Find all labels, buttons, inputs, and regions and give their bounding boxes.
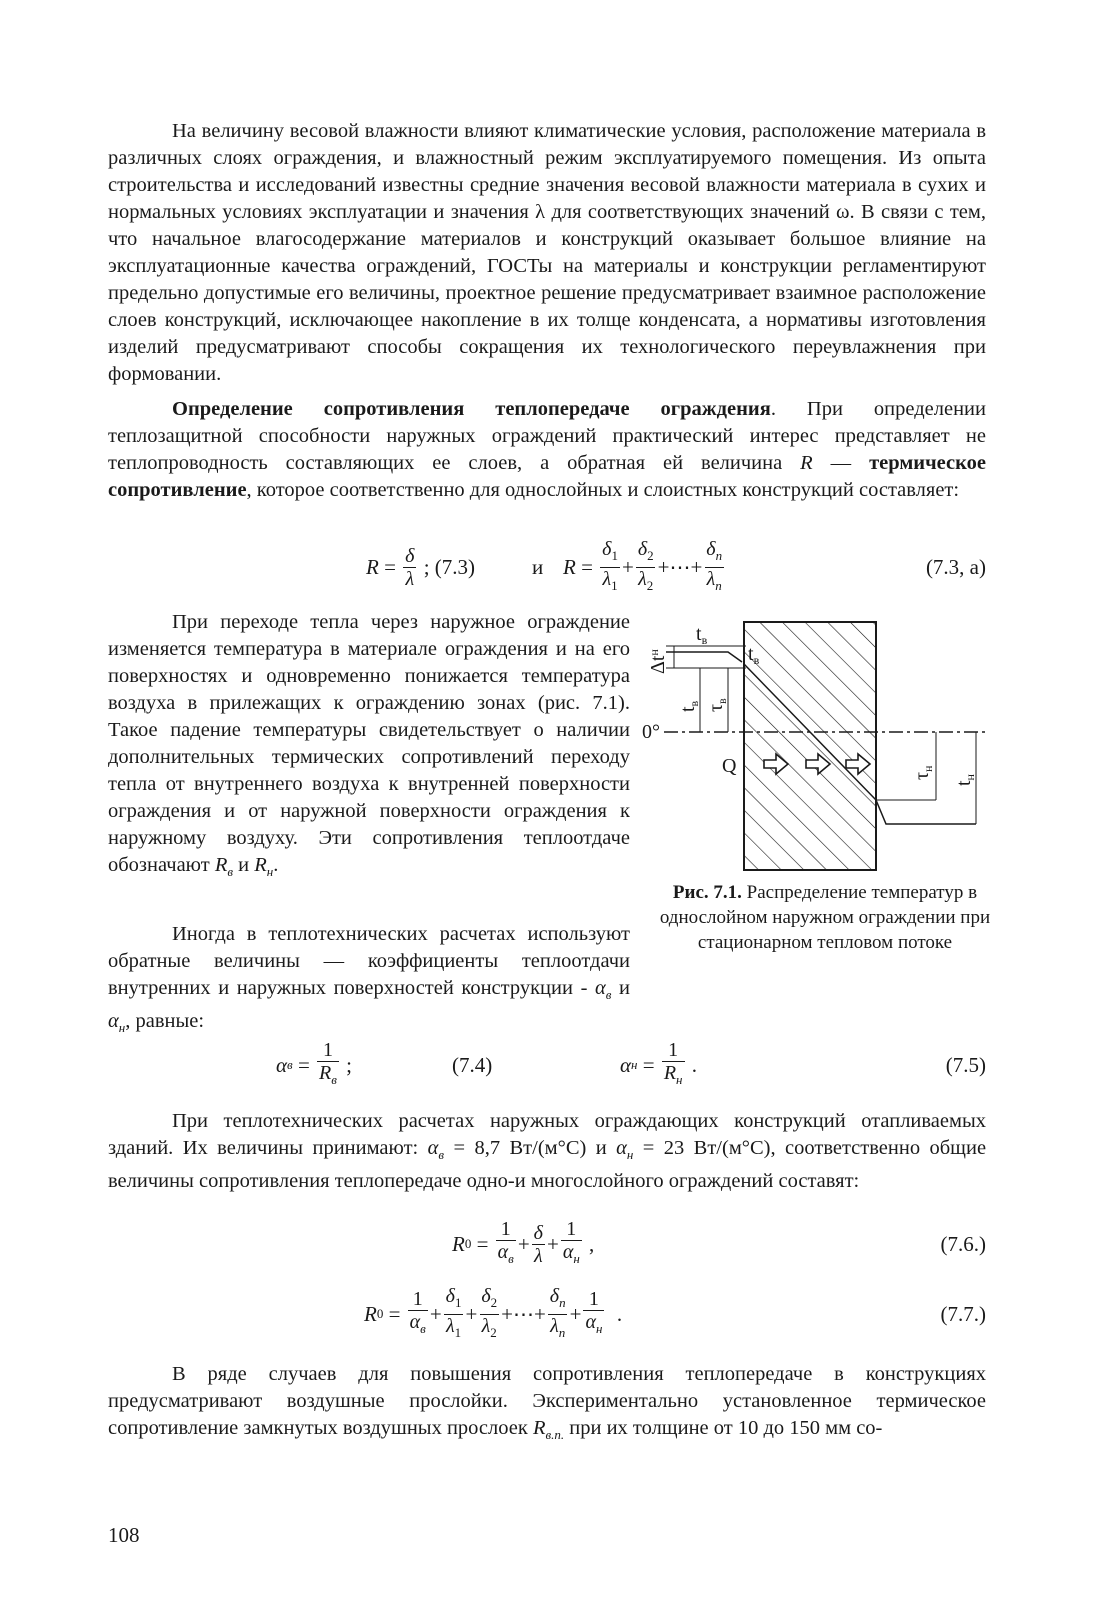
equation-7-7: R 0 = $\frac{1}{\alpha_в}$ + $\frac{\delta_1}{\lambda_1}$ + $\frac{\delta_2}{\lambda_2}$ +⋯+ $\frac{\delta_n}{\lambda_n}$ + $\frac{1}{\alpha_н}$ . (7.7.) — [108, 1284, 986, 1344]
outer-temperature-line — [876, 800, 976, 824]
paragraph-moisture — [108, 118, 986, 388]
equation-number: (7.5) — [945, 1052, 986, 1077]
figure-caption: Рис. 7.1. Распределение температур в однослойном наружном ограждении при стационарном тепловом потоке — [659, 882, 991, 953]
paragraph-values: При теплотехнических расчетах наружных ограждающих конструкций отапливаемых зданий. Их величины принимают: $\alpha_в = 8,7$ Вт/(м°С) и $\alpha_н = 23$ Вт/(м°С), соответственно общие величины сопротивления теплопередаче одно-и многослойного ограждений составят: — [108, 1110, 987, 1193]
equation-7-4-7-5: α в = $\frac{1}{R_в}$ ; (7.4) α н = $\frac{1}{R_н}$ . (7.5) — [108, 1035, 986, 1095]
label-t-v-surface: $t_в$ — [748, 643, 760, 667]
label-delta-t: $\Delta t^н$ — [647, 649, 669, 674]
equation-number: (7.4) — [452, 1052, 493, 1077]
inner-temperature-line — [666, 652, 742, 662]
equation-number: (7.7.) — [940, 1301, 986, 1326]
paragraph-text: На величину весовой влажности влияют климатические условия, расположение материала в различных слоях ограждения, и влажностный режим эксплуатируемого помещения. Из опыта строительства и исследований известны средние значения весовой влажности материала в сухих и нормальных условиях эксплуатации и значения λ для соответствующих значений ω. В связи с тем, что начальное влагосодержание материалов и конструкций оказывает большое влияние на эксплуатационные качества ограждений, ГОСТы на материалы и конструкции регламентируют предельно допустимые его величины, проектное решение предусматривает взаимное расположение слоев конструкций, исключающее накопление в их толще конденсата, а нормативы изготовления изделий предусматривают способы сокращения их технологического переувлажнения при формовании. — [108, 120, 986, 385]
paragraph-heat-transfer: При переходе тепла через наружное ограждение изменяется температура в материале ограждения и на его поверхностях и одновременно понижается температура воздуха в прилежащих к ограждению зонах (рис. 7.1). Такое падение температуры свидетельствует о наличии дополнительных термических сопротивлений переходу тепла от внутреннего воздуха к внутренней поверхности ограждения и от наружной поверхности ограждения к наружному воздуху. Эти сопротивления теплоотдаче обозначают $R_в$ и $R_н$. — [108, 611, 630, 880]
label-zero: 0° — [642, 721, 660, 743]
paragraph-air-gaps: В ряде случаев для повышения сопротивления теплопередаче в конструкциях предусматривают воздушные прослойки. Экспериментально установленное термическое сопротивление замкнутых воздушных прослоек $R_{в.п.}$ при их толщине от 10 до 150 мм со- — [108, 1363, 986, 1443]
label-t-v-side: $t_в$ — [677, 700, 701, 712]
term-thermal-resistance: термическое сопротивление — [108, 452, 986, 501]
wall-section — [744, 622, 876, 870]
equation-7-3: R = $\frac{\delta}{\lambda}$ ; (7.3) и R = $\frac{\delta_1}{\lambda_1}$ + $\frac{\delta_2}{\lambda_2}$ +⋯+ $\frac{\delta_n}{\lambda_n}$ (7.3, а) — [108, 537, 986, 597]
label-Q: Q — [722, 755, 737, 777]
figure-7-1 — [636, 612, 1000, 874]
paragraph-resistance: Определение сопротивления теплопередаче ограждения. При определении теплозащитной способности наружных ограждений практический интерес представляет не теплопроводность составляющих ее слоев, а обратная ей величина R — термическое сопротивление, которое соответственно для однослойных и слоистных конструкций составляет: — [108, 398, 986, 501]
label-t-n: $t_н$ — [953, 774, 977, 786]
page-number: 108 — [108, 1523, 140, 1547]
temperature-distribution-diagram — [636, 612, 1000, 874]
paragraph-coefficients: Иногда в теплотехнических расчетах используют обратные величины — коэффициенты теплоотдачи внутренних и наружных поверхностей конструкции - $\alpha_в$ и $\alpha_н$, равные: — [108, 923, 630, 1036]
label-tau-n: $\tau_н$ — [911, 765, 935, 780]
label-tau-v: $\tau_в$ — [705, 698, 729, 712]
equation-7-3a: R = $\frac{\delta_1}{\lambda_1}$ + $\frac{\delta_2}{\lambda_2}$ +⋯+ $\frac{\delta_n}{\lambda_n}$ — [563, 537, 726, 597]
equation-7-6: R 0 = $\frac{1}{\alpha_в}$ + $\frac{\delta}{\lambda}$ + $\frac{1}{\alpha_н}$ , (7.6.) — [108, 1214, 986, 1274]
label-t-v-top: $t_в$ — [696, 623, 708, 647]
section-heading: Определение сопротивления теплопередаче ограждения — [172, 398, 771, 420]
equation-number: (7.6.) — [940, 1231, 986, 1256]
equation-number: (7.3, а) — [925, 554, 986, 579]
